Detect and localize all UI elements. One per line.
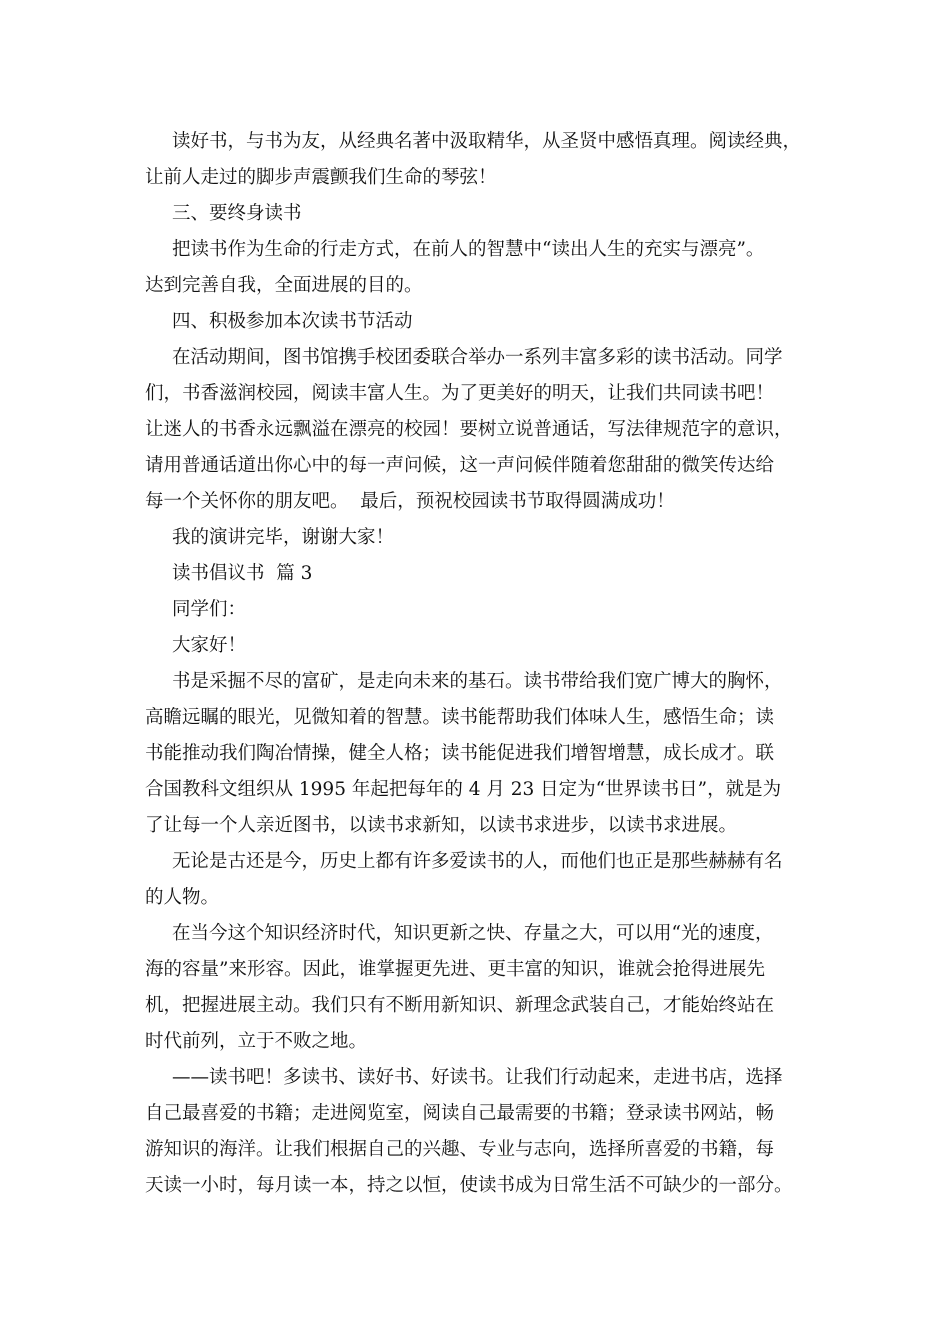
text-line: 时代前列，立于不败之地。 [145,1031,368,1052]
text-line: 在活动期间，图书馆携手校团委联合举办一系列丰富多彩的读书活动。同学 [172,347,783,368]
text-line: 让前人走过的脚步声震颤我们生命的琴弦！ [145,167,497,188]
text-line: 四、积极参加本次读书节活动 [172,311,413,332]
text-line: 把读书作为生命的行走方式，在前人的智慧中“读出人生的充实与漂亮”。 [172,239,765,260]
text-line: 无论是古还是今，历史上都有许多爱读书的人，而他们也正是那些赫赫有名 [172,851,783,872]
text-line: 大家好！ [172,635,247,656]
text-line: 同学们： [172,599,247,620]
text-line: 让迷人的书香永远飘溢在漂亮的校园！要树立说普通话，写法律规范字的意识， [145,419,793,440]
text-line: 天读一小时，每月读一本，持之以恒，使读书成为日常生活不可缺少的一部分。 [145,1175,793,1196]
text-line: 书能推动我们陶冶情操，健全人格；读书能促进我们增智增慧，成长成才。联 [145,743,775,764]
text-line: 请用普通话道出你心中的每一声问候，这一声问候伴随着您甜甜的微笑传达给 [145,455,775,476]
text-line: 游知识的海洋。让我们根据自己的兴趣、专业与志向，选择所喜爱的书籍，每 [145,1139,775,1160]
text-line: 读好书，与书为友，从经典名著中汲取精华，从圣贤中感悟真理。阅读经典， [172,131,802,152]
text-line: 合国教科文组织从 1995 年起把每年的 4 月 23 日定为“世界读书日”，就是为 [145,779,782,800]
text-line: 三、要终身读书 [172,203,302,224]
text-line: 了让每一个人亲近图书，以读书求新知，以读书求进步，以读书求进展。 [145,815,738,836]
text-line: 达到完善自我，全面进展的目的。 [145,275,423,296]
text-line: 自己最喜爱的书籍；走进阅览室，阅读自己最需要的书籍；登录读书网站，畅 [145,1103,775,1124]
text-line: 书是采掘不尽的富矿，是走向未来的基石。读书带给我们宽广博大的胸怀， [172,671,783,692]
text-line: 我的演讲完毕，谢谢大家！ [172,527,395,548]
text-line: 每一个关怀你的朋友吧。 最后，预祝校园读书节取得圆满成功！ [145,491,675,512]
text-line: 机，把握进展主动。我们只有不断用新知识、新理念武装自己，才能始终站在 [145,995,775,1016]
text-line: ——读书吧！多读书、读好书、好读书。让我们行动起来，走进书店，选择 [172,1067,783,1088]
text-line: 高瞻远瞩的眼光，见微知着的智慧。读书能帮助我们体味人生，感悟生命；读 [145,707,775,728]
text-line: 们，书香滋润校园，阅读丰富人生。为了更美好的明天，让我们共同读书吧！ [145,383,775,404]
text-line: 的人物。 [145,887,220,908]
section-heading: 读书倡议书 篇 3 [172,563,313,584]
text-line: 海的容量”来形容。因此，谁掌握更先进、更丰富的知识，谁就会抢得进展先 [145,959,765,980]
text-line: 在当今这个知识经济时代，知识更新之快、存量之大，可以用“光的速度， [172,923,774,944]
